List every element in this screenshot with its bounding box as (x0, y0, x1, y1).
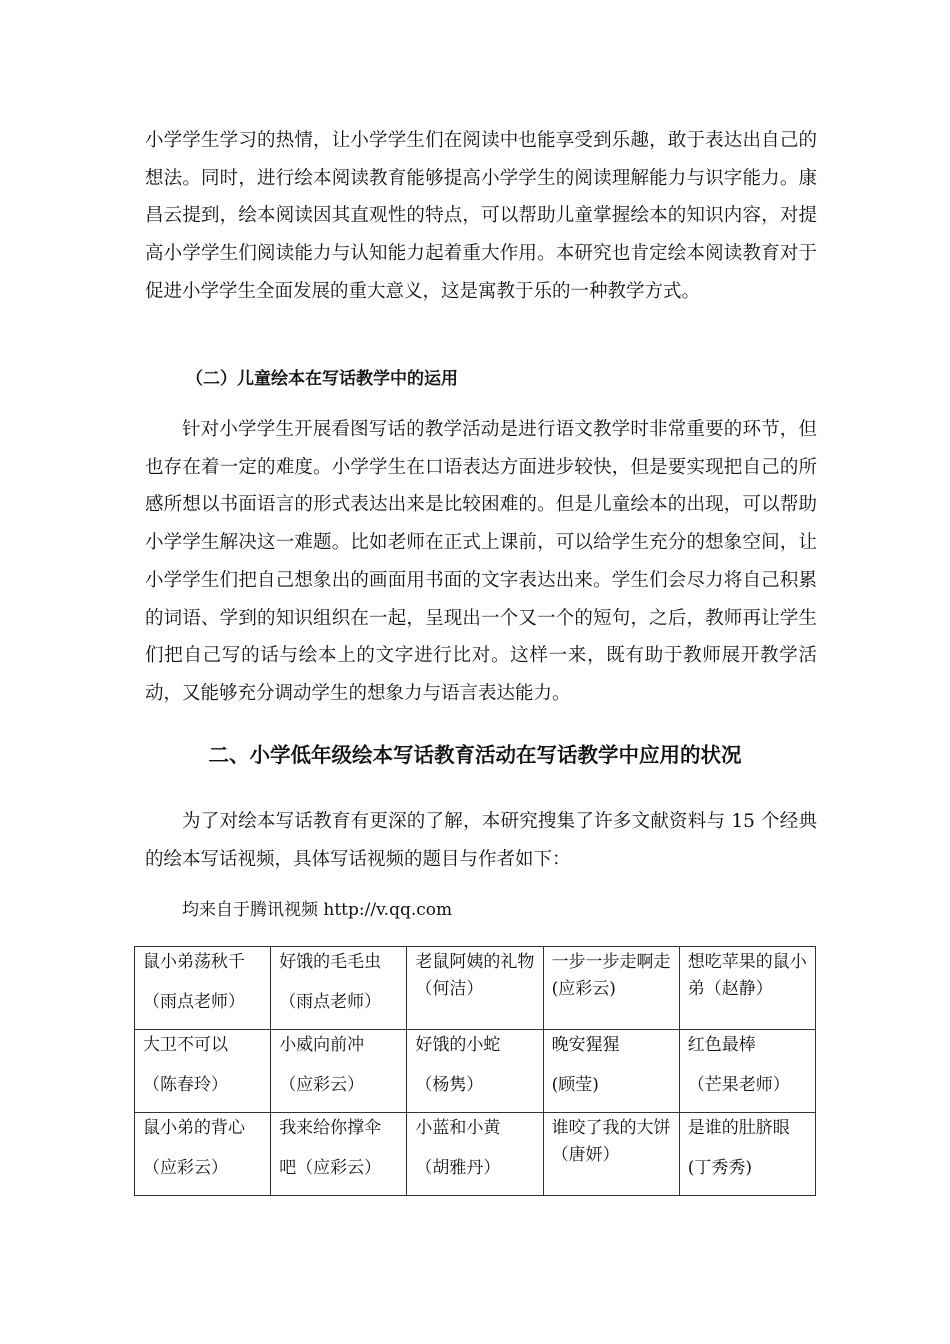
video-author: （芒果老师） (687, 1075, 790, 1095)
video-title: 鼠小弟的背心 (143, 1118, 245, 1138)
table-cell (543, 1030, 679, 1113)
video-title: 红色最棒 (687, 1035, 756, 1055)
video-title: 我来给你撑伞 (279, 1118, 382, 1138)
video-author: （雨点老师） (279, 992, 382, 1012)
video-title: 晚安猩猩 (551, 1035, 620, 1055)
table-row (135, 1113, 816, 1196)
table-cell: 老鼠阿姨的礼物（何洁） (407, 947, 543, 1030)
subheading-picture-books-in-writing: （二）儿童绘本在写话教学中的运用 (186, 369, 458, 389)
video-title: 好饿的小蛇 (415, 1035, 501, 1055)
table-cell (135, 947, 271, 1030)
video-author: (顾莹) (551, 1075, 599, 1095)
video-author: （应彩云） (279, 1075, 365, 1095)
video-author: （陈春玲） (143, 1075, 228, 1095)
table-cell (679, 1030, 815, 1113)
paragraph-intro: 小学学生学习的热情，让小学学生们在阅读中也能享受到乐趣，敢于表达出自己的想法。同时，进行绘本阅读教育能够提高小学学生的阅读理解能力与识字能力。康昌云提到，绘本阅读因其直观性的特点，可以帮助儿童掌握绘本的知识内容，对提高小学学生们阅读能力与认知能力起着重大作用。本研究也肯定绘本阅读教育对于促进小学学生全面发展的重大意义，这是寓教于乐的一种教学方式。 (145, 130, 817, 302)
video-author: （胡雅丹） (415, 1158, 501, 1178)
table-cell (271, 1113, 407, 1196)
table-cell (135, 1030, 271, 1113)
video-author: （应彩云） (143, 1158, 228, 1178)
table-cell (679, 1113, 815, 1196)
video-title: 小威向前冲 (279, 1035, 365, 1055)
video-title: 小蓝和小黄 (415, 1118, 501, 1138)
table-cell (407, 1113, 543, 1196)
video-list-table (134, 946, 816, 1196)
video-author: （杨隽） (415, 1075, 484, 1095)
table-cell (271, 947, 407, 1030)
table-cell: 谁咬了我的大饼（唐妍） (543, 1113, 679, 1196)
table-cell (271, 1030, 407, 1113)
video-author: 吧（应彩云） (279, 1158, 382, 1178)
video-title: 鼠小弟荡秋千 (143, 952, 245, 972)
video-author: (丁秀秀) (687, 1158, 753, 1178)
video-author: （雨点老师） (143, 992, 245, 1012)
table-cell (135, 1113, 271, 1196)
table-cell: 一步一步走啊走(应彩云) (543, 947, 679, 1030)
paragraph-writing-teaching: 针对小学学生开展看图写话的教学活动是进行语文教学时非常重要的环节，但也存在着一定的难度。小学学生在口语表达方面进步较快，但是要实现把自己的所感所想以书面语言的形式表达出来是比较困难的。但是儿童绘本的出现，可以帮助小学学生解决这一难题。比如老师在正式上课前，可以给学生充分的想象空间，让小学学生们把自己想象出的画面用书面的文字表达出来。学生们会尽力将自己积累的词语、学到的知识组织在一起，呈现出一个又一个的短句，之后，教师再让学生们把自己写的话与绘本上的文字进行比对。这样一来，既有助于教师展开教学活动，又能够充分调动学生的想象力与语言表达能力。 (145, 419, 817, 704)
table-cell: 想吃苹果的鼠小弟（赵静） (679, 947, 815, 1030)
video-source-note: 均来自于腾讯视频 http://v.qq.com (182, 900, 453, 920)
table-row (135, 947, 816, 1030)
video-title: 大卫不可以 (143, 1035, 228, 1055)
paragraph-research-intro: 为了对绘本写话教育有更深的了解，本研究搜集了许多文献资料与 15 个经典的绘本写话视频，具体写话视频的题目与作者如下： (145, 811, 817, 870)
table-row (135, 1030, 816, 1113)
video-title: 是谁的肚脐眼 (687, 1118, 790, 1138)
table-cell (407, 1030, 543, 1113)
section-heading: 二、小学低年级绘本写话教育活动在写话教学中应用的状况 (208, 743, 742, 767)
video-title: 好饿的毛毛虫 (279, 952, 382, 972)
